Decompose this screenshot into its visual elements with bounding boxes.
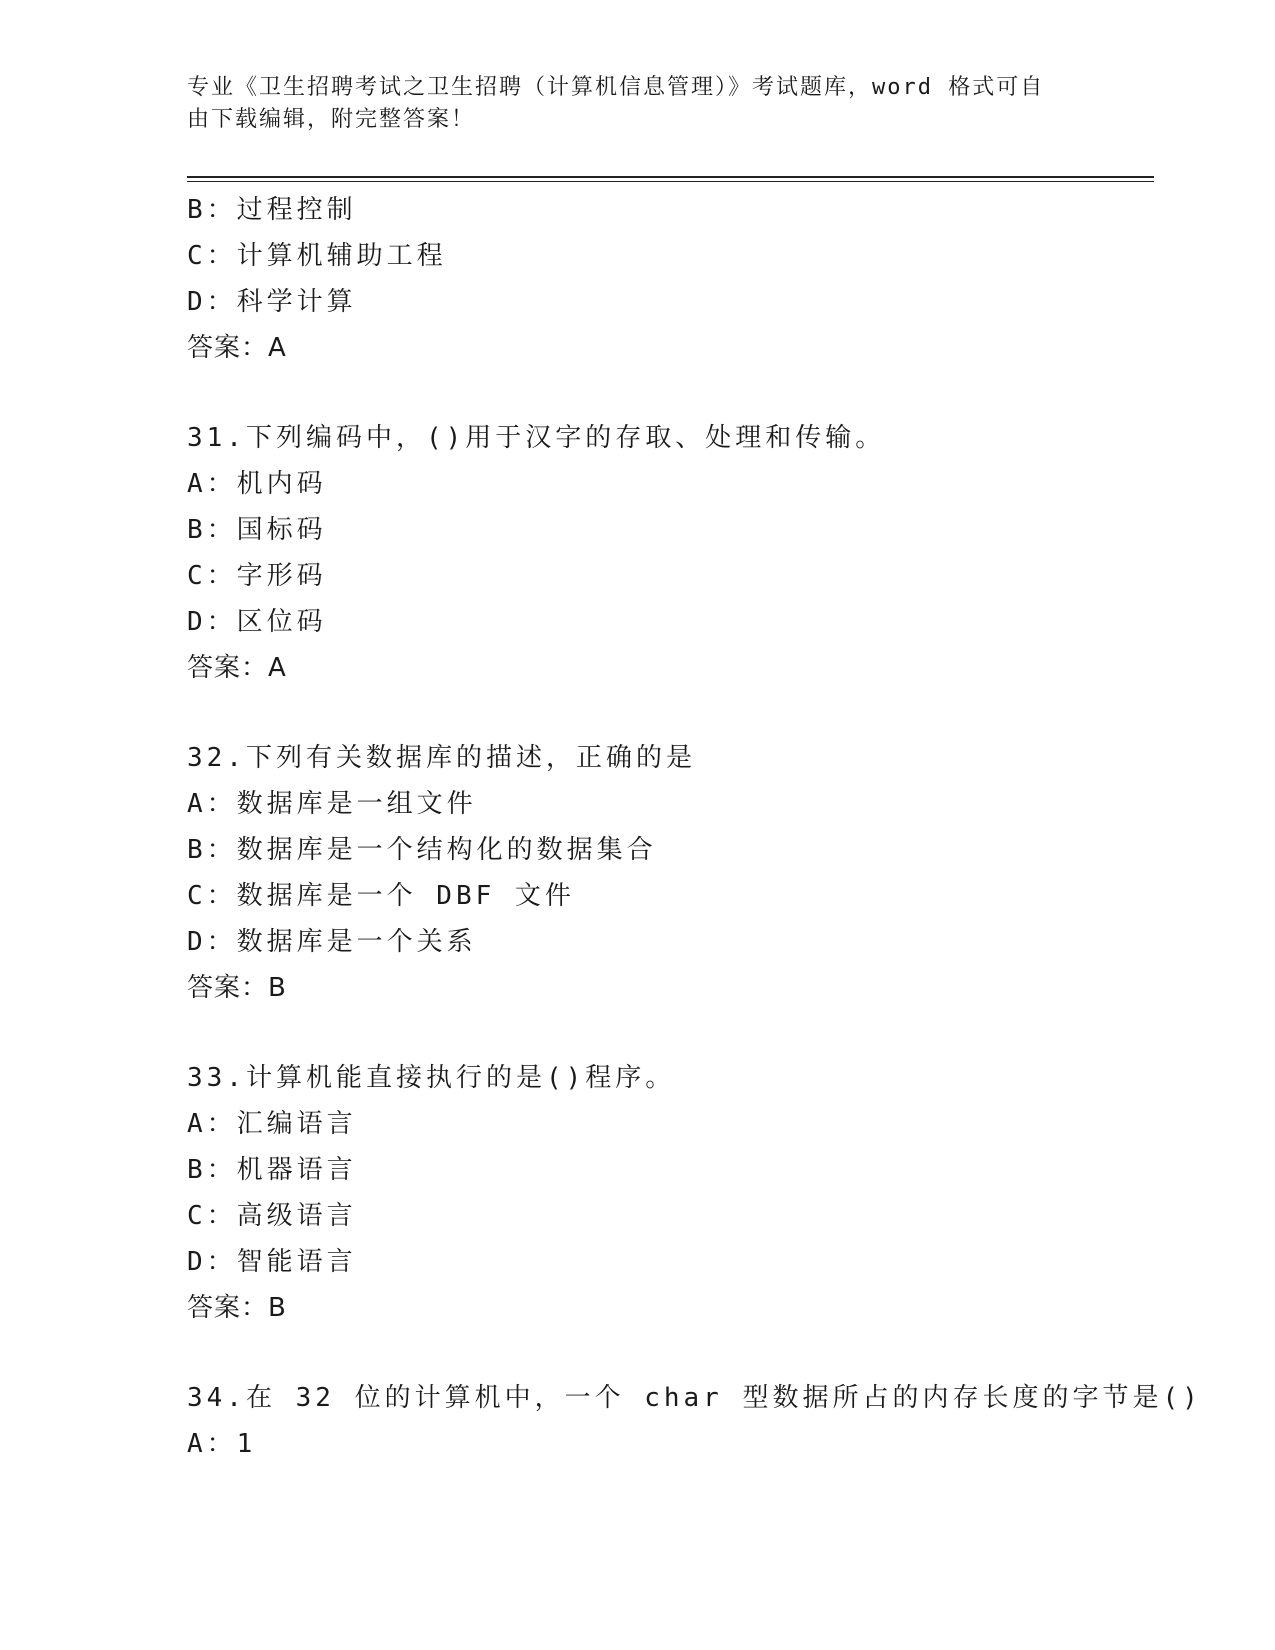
option-a: A：数据库是一组文件 [187, 789, 477, 819]
option-a: A：机内码 [187, 469, 327, 499]
question-30-continuation [187, 187, 1187, 371]
option-d: D：数据库是一个关系 [187, 927, 477, 957]
question-stem: 32.下列有关数据库的描述，正确的是 [187, 743, 696, 773]
answer-line: 答案：A [187, 333, 287, 363]
question-list [187, 187, 1202, 1467]
spacer [187, 1011, 1187, 1055]
question-stem: 31.下列编码中，()用于汉字的存取、处理和传输。 [187, 423, 886, 453]
option-d: D：科学计算 [187, 287, 357, 317]
header-line-1: 专业《卫生招聘考试之卫生招聘（计算机信息管理）》考试题库，word 格式可自 [187, 75, 1045, 100]
option-b: B：数据库是一个结构化的数据集合 [187, 835, 657, 865]
question-31 [187, 415, 1187, 691]
option-c: C：数据库是一个 DBF 文件 [187, 881, 575, 911]
answer-line: 答案：A [187, 653, 287, 683]
option-c: C：计算机辅助工程 [187, 241, 447, 271]
option-b: B：过程控制 [187, 195, 357, 225]
option-d: D：区位码 [187, 607, 327, 637]
spacer [187, 1331, 1187, 1375]
option-c: C：字形码 [187, 561, 327, 591]
header-divider-thick [187, 176, 1154, 178]
question-33 [187, 1055, 1187, 1331]
spacer [187, 691, 1187, 735]
document-header [187, 72, 1087, 136]
question-32 [187, 735, 1187, 1011]
spacer [187, 371, 1187, 415]
header-divider-thin [187, 181, 1154, 182]
option-b: B：国标码 [187, 515, 327, 545]
question-stem: 34.在 32 位的计算机中，一个 char 型数据所占的内存长度的字节是() [187, 1383, 1202, 1413]
question-34 [187, 1375, 1202, 1467]
option-a: A：1 [187, 1429, 257, 1459]
header-line-2: 由下载编辑，附完整答案！ [187, 107, 476, 132]
question-stem: 33.计算机能直接执行的是()程序。 [187, 1063, 676, 1093]
option-c: C：高级语言 [187, 1201, 357, 1231]
option-d: D：智能语言 [187, 1247, 357, 1277]
option-b: B：机器语言 [187, 1155, 357, 1185]
option-a: A：汇编语言 [187, 1109, 357, 1139]
answer-line: 答案：B [187, 973, 287, 1003]
answer-line: 答案：B [187, 1293, 287, 1323]
